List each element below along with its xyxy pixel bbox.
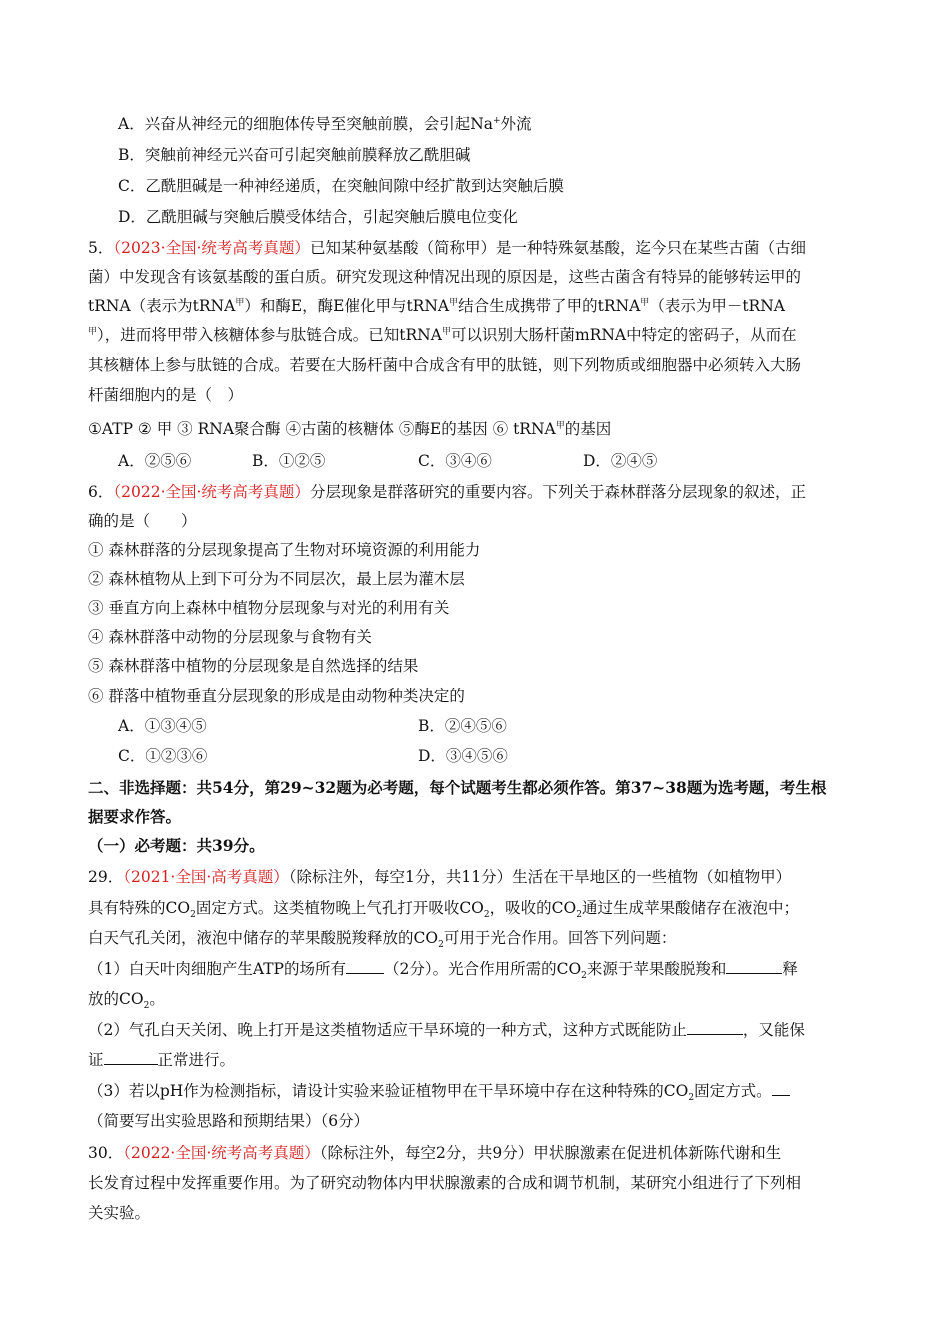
q29-line-3 — [88, 927, 676, 949]
q5-items — [88, 418, 611, 440]
q6-item-6: ⑥ 群落中植物垂直分层现象的形成是由动物种类决定的 — [88, 687, 465, 705]
q29-l3a: 白天气孔关闭，液泡中储存的苹果酸脱羧释放的CO — [88, 929, 439, 947]
q29-text: （除标注外，每空1分，共11分）生活在干旱地区的一些植物（如植物甲） — [288, 868, 792, 886]
q5-line-3 — [88, 295, 785, 317]
q4-option-a-tail: 外流 — [500, 115, 532, 133]
q6-option-a: A．①③④⑤ — [118, 717, 207, 735]
q6-item-3: ③ 垂直方向上森林中植物分层现象与对光的利用有关 — [88, 599, 450, 617]
subscript-2: 2 — [190, 910, 196, 921]
q5-l4a: ），进而将甲带入核糖体参与肽链合成。已知tRNA — [97, 326, 442, 344]
q29-p3b: 固定方式。 — [694, 1082, 772, 1100]
q5-l3a: tRNA（表示为tRNA — [88, 297, 236, 315]
superscript-jia: 甲 — [441, 326, 451, 337]
q4-option-a — [118, 113, 532, 135]
subscript-2: 2 — [581, 971, 587, 982]
q29-l3b: 可用于光合作用。回答下列问题： — [443, 929, 677, 947]
q6-line-2: 确的是（ ） — [88, 512, 197, 530]
q5-items-tail: 的基因 — [564, 420, 612, 438]
q29-p2a: （2）气孔白天关闭、晚上打开是这类植物适应干旱环境的一种方式，这种方式既能防止 — [88, 1021, 687, 1039]
q29-p1b: （2分）。光合作用所需的CO — [383, 960, 582, 978]
q29-number: 29． — [88, 868, 124, 886]
q29-p1e: 放的CO — [88, 990, 144, 1008]
superscript-jia: 甲 — [235, 297, 245, 308]
q5-l3c: 结合生成携带了甲的tRNA — [458, 297, 641, 315]
answer-blank[interactable] — [104, 1050, 158, 1065]
q5-items-text: ①ATP ② 甲 ③ RNA聚合酶 ④古菌的核糖体 ⑤酶E的基因 ⑥ tRNA — [88, 420, 556, 438]
q29-p2d: 正常进行。 — [157, 1051, 236, 1069]
q5-line-4 — [88, 324, 797, 346]
q29-p2b: ，又能保 — [742, 1021, 805, 1039]
section2-subheading: （一）必考题：共39分。 — [88, 836, 265, 855]
answer-blank[interactable] — [346, 959, 384, 974]
superscript-plus: + — [493, 115, 501, 126]
q29-p1a: （1）白天叶肉细胞产生ATP的场所有 — [88, 960, 346, 978]
q4-option-a-text: A．兴奋从神经元的细胞体传导至突触前膜，会引起Na — [118, 115, 493, 133]
answer-blank[interactable] — [726, 959, 782, 974]
q30-source: （2022·全国·统考高考真题） — [123, 1144, 320, 1162]
q4-option-b: B．突触前神经元兴奋可引起突触前膜释放乙酰胆碱 — [118, 146, 471, 164]
section2-heading-line-1: 二、非选择题：共54分，第29~32题为必考题，每个试题考生都必须作答。第37~38题为选考题，考生根 — [88, 778, 827, 797]
q4-option-d: D．乙酰胆碱与突触后膜受体结合，引起突触后膜电位变化 — [118, 208, 518, 226]
q4-option-c: C．乙酰胆碱是一种神经递质，在突触间隙中经扩散到达突触后膜 — [118, 177, 564, 195]
q5-option-a: A．②⑤⑥ — [118, 452, 192, 470]
q29-part-1-cont — [88, 988, 165, 1010]
q5-source: （2023·全国·统考高考真题） — [113, 239, 310, 257]
q29-p2c: 证 — [88, 1051, 104, 1069]
q29-p3a: （3）若以pH作为检测指标，请设计实验来验证植物甲在干旱环境中存在这种特殊的CO — [88, 1082, 689, 1100]
q29-line-2 — [88, 897, 799, 919]
q29-part-3-cont: （简要写出实验思路和预期结果）（6分） — [88, 1112, 370, 1130]
superscript-jia: 甲 — [640, 297, 650, 308]
q5-number: 5． — [88, 239, 114, 257]
q29-part-1 — [88, 958, 798, 980]
q5-l3b: ）和酶E，酶E催化甲与tRNA — [244, 297, 450, 315]
q29-p1c: 来源于苹果酸脱羧和 — [586, 960, 727, 978]
q5-option-c: C．③④⑥ — [418, 452, 492, 470]
q29-p1d: 释 — [782, 960, 798, 978]
q29-line-1 — [88, 866, 791, 888]
q29-l2d: 通过生成苹果酸储存在液泡中； — [581, 899, 799, 917]
q5-line-5: 其核糖体上参与肽链的合成。若要在大肠杆菌中合成含有甲的肽链，则下列物质或细胞器中必须转入大肠 — [88, 356, 802, 374]
superscript-jia: 甲 — [88, 326, 98, 337]
subscript-2: 2 — [688, 1093, 695, 1104]
q6-option-d: D．③④⑤⑥ — [418, 747, 508, 765]
q5-option-b: B．①②⑤ — [252, 452, 326, 470]
q5-line-1 — [88, 237, 806, 259]
q29-l2a: 具有特殊的CO — [88, 899, 191, 917]
q30-text: （除标注外，每空2分，共9分）甲状腺激素在促进机体新陈代谢和生 — [319, 1144, 782, 1162]
q30-number: 30． — [88, 1144, 124, 1162]
q6-item-5: ⑤ 森林群落中植物的分层现象是自然选择的结果 — [88, 657, 419, 675]
q29-part-3 — [88, 1080, 790, 1102]
q29-source: （2021·全国·高考真题） — [123, 868, 289, 886]
q6-text: 分层现象是群落研究的重要内容。下列关于森林群落分层现象的叙述，正 — [309, 483, 806, 501]
q5-option-d: D．②④⑤ — [583, 452, 658, 470]
q5-line-6: 杆菌细胞内的是（ ） — [88, 386, 244, 404]
q6-option-b: B．②④⑤⑥ — [418, 717, 507, 735]
subscript-2: 2 — [143, 1001, 150, 1012]
q29-l2c: ，吸收的CO — [489, 899, 577, 917]
superscript-jia: 甲 — [449, 297, 459, 308]
q5-line-2: 菌）中发现含有该氨基酸的蛋白质。研究发现这种情况出现的原因是，这些古菌含有特异的能够转运甲的 — [88, 268, 802, 286]
q6-item-2: ② 森林植物从上到下可分为不同层次，最上层为灌木层 — [88, 570, 465, 588]
subscript-2: 2 — [483, 910, 490, 921]
q5-text: 已知某种氨基酸（简称甲）是一种特殊氨基酸，迄今只在某些古菌（古细 — [309, 239, 806, 257]
q30-line-1 — [88, 1142, 781, 1164]
subscript-2: 2 — [576, 910, 582, 921]
q29-part-2-cont — [88, 1049, 235, 1071]
answer-blank[interactable] — [772, 1081, 790, 1096]
q6-line-1 — [88, 481, 806, 503]
q5-l4b: 可以识别大肠杆菌mRNA中特定的密码子，从而在 — [450, 326, 797, 344]
q6-item-1: ① 森林群落的分层现象提高了生物对环境资源的利用能力 — [88, 541, 481, 559]
subscript-2: 2 — [438, 940, 444, 951]
superscript-jia: 甲 — [555, 420, 565, 431]
q5-l3d: （表示为甲－tRNA — [649, 297, 785, 315]
q30-line-2: 长发育过程中发挥重要作用。为了研究动物体内甲状腺激素的合成和调节机制，某研究小组进行了下列相 — [88, 1174, 802, 1192]
q6-number: 6． — [88, 483, 114, 501]
q6-option-c: C．①②③⑥ — [118, 747, 208, 765]
section2-heading-line-2: 据要求作答。 — [88, 807, 182, 826]
q6-source: （2022·全国·统考高考真题） — [113, 483, 310, 501]
q29-part-2 — [88, 1019, 805, 1041]
q30-line-3: 关实验。 — [88, 1204, 151, 1222]
answer-blank[interactable] — [687, 1020, 743, 1035]
q6-item-4: ④ 森林群落中动物的分层现象与食物有关 — [88, 628, 372, 646]
q29-p1f: 。 — [149, 990, 165, 1008]
q29-l2b: 固定方式。这类植物晚上气孔打开吸收CO — [195, 899, 484, 917]
